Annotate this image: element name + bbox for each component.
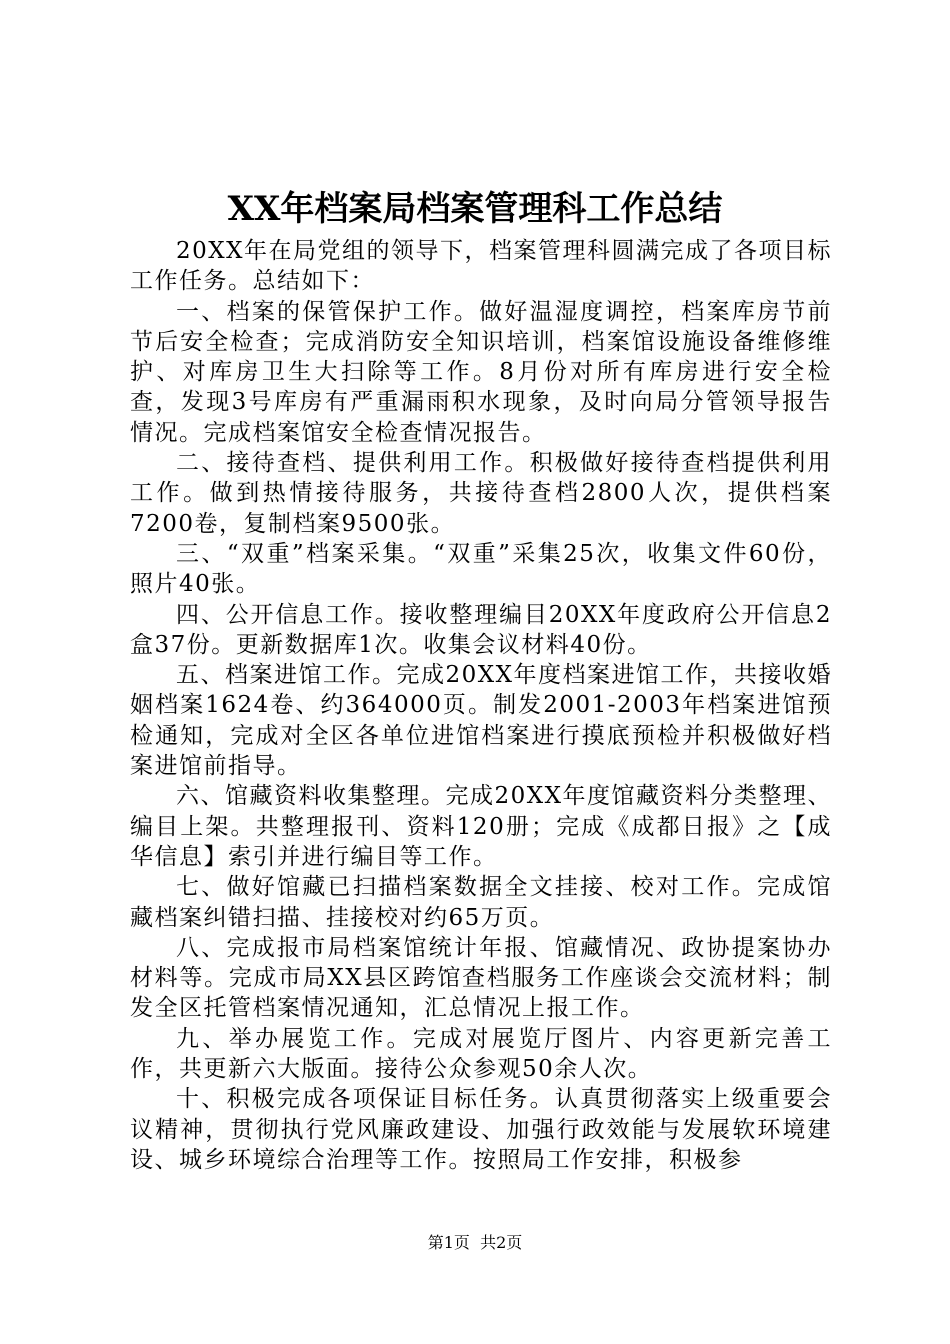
paragraph-item-7: 七、做好馆藏已扫描档案数据全文挂接、校对工作。完成馆藏档案纠错扫描、挂接校对约65万页。: [130, 874, 832, 931]
paragraph-item-4: 四、公开信息工作。接收整理编目20XX年度政府公开信息2盒37份。更新数据库1次。收集会议材料40份。: [130, 601, 832, 658]
page-number-total: 共2页: [480, 1233, 523, 1252]
paragraph-item-10: 十、积极完成各项保证目标任务。认真贯彻落实上级重要会议精神，贯彻执行党风廉政建设、加强行政效能与发展软环境建设、城乡环境综合治理等工作。按照局工作安排，积极参: [130, 1086, 832, 1173]
page-footer: [0, 1232, 950, 1254]
document-title: XX年档案局档案管理科工作总结: [227, 189, 723, 229]
paragraph-item-2: 二、接待查档、提供利用工作。积极做好接待查档提供利用工作。做到热情接待服务，共接待查档2800人次，提供档案7200卷，复制档案9500张。: [130, 450, 832, 537]
page-number-current: 第1页: [427, 1233, 470, 1252]
paragraph-item-9: 九、举办展览工作。完成对展览厅图片、内容更新完善工作，共更新六大版面。接待公众参观50余人次。: [130, 1025, 832, 1083]
paragraph-item-3: 三、“双重”档案采集。“双重”采集25次，收集文件60份，照片40张。: [130, 540, 832, 598]
paragraph-intro: 20XX年在局党组的领导下，档案管理科圆满完成了各项目标工作任务。总结如下：: [130, 238, 833, 295]
paragraph-item-6: 六、馆藏资料收集整理。完成20XX年度馆藏资料分类整理、编目上架。共整理报刊、资料120册；完成《成都日报》之【成华信息】索引并进行编目等工作。: [130, 783, 833, 870]
paragraph-item-8: 八、完成报市局档案馆统计年报、馆藏情况、政协提案协办材料等。完成市局XX县区跨馆查档服务工作座谈会交流材料；制发全区托管档案情况通知，汇总情况上报工作。: [130, 934, 832, 1022]
paragraph-item-1: 一、档案的保管保护工作。做好温湿度调控，档案库房节前节后安全检查；完成消防安全知识培训，档案馆设施设备维修维护、对库房卫生大扫除等工作。8月份对所有库房进行安全检查，发现3号库房有严重漏雨积水现象，及时向局分管领导报告情况。完成档案馆安全检查情况报告。: [130, 298, 832, 446]
paragraph-item-5: 五、档案进馆工作。完成20XX年度档案进馆工作，共接收婚姻档案1624卷、约364000页。制发2001-2003年档案进馆预检通知，完成对全区各单位进馆档案进行摸底预检并积极做好档案进馆前指导。: [130, 662, 833, 780]
document-body: [130, 236, 832, 1175]
